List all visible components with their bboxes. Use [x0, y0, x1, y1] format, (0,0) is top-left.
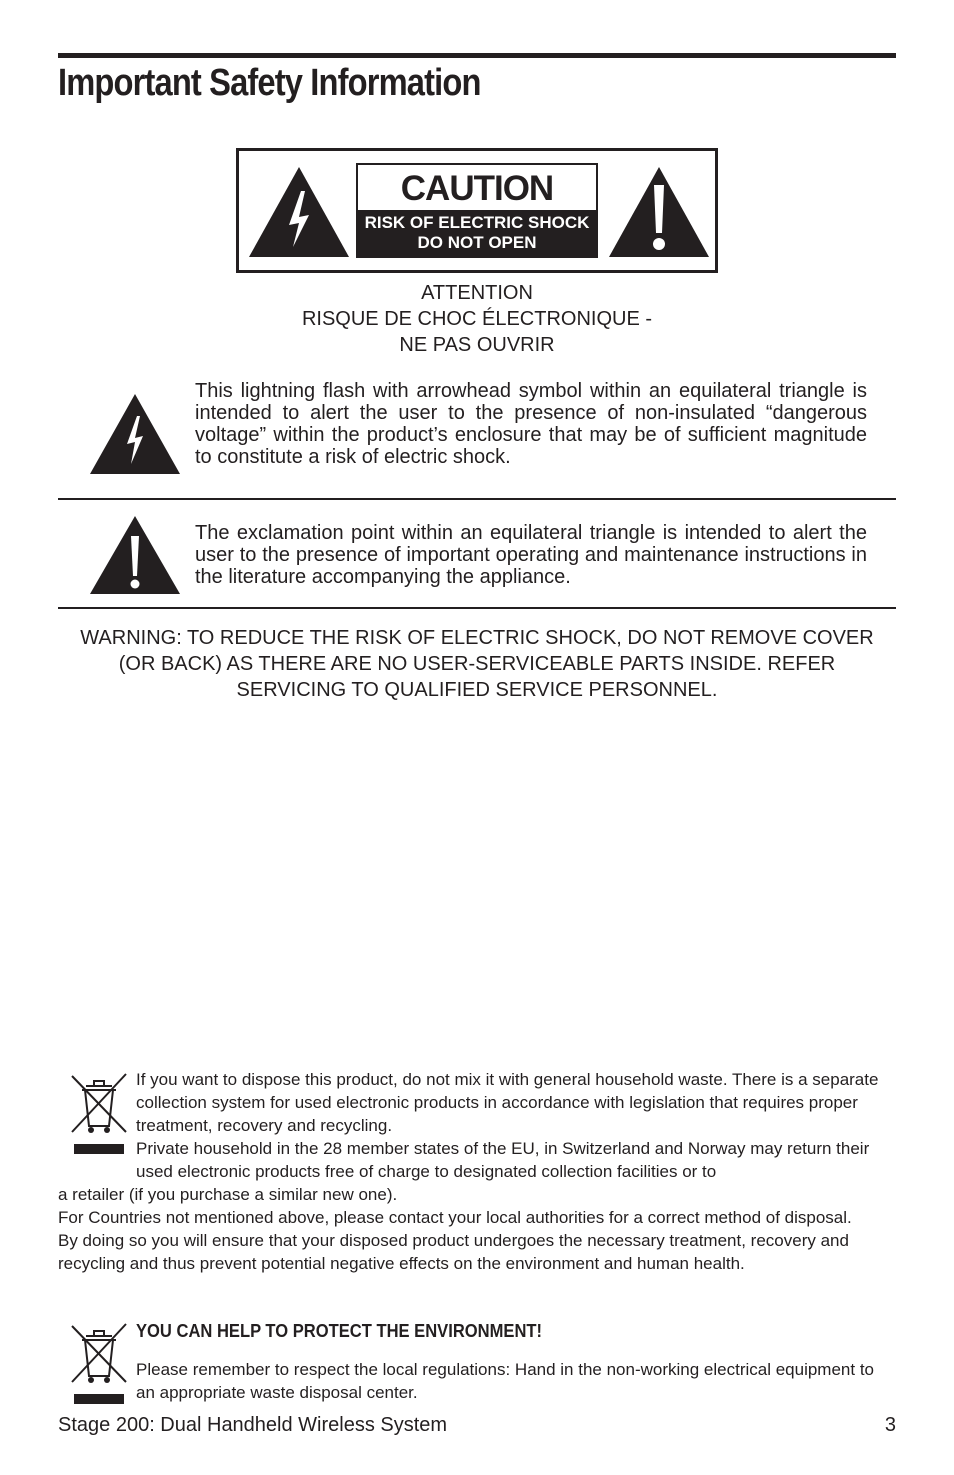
lightning-warning-icon	[247, 163, 351, 259]
environment-text: Please remember to respect the local regulations: Hand in the non-working electrical equipment to an appropriate waste disposal center.	[136, 1360, 875, 1402]
caution-line-1: RISK OF ELECTRIC SHOCK	[364, 213, 590, 232]
lightning-symbol-row	[58, 378, 896, 488]
footer-page-number: 3	[884, 1414, 896, 1436]
disposal-paragraph-2: Private household in the 28 member states of the EU, in Switzerland and Norway may return their used electronic products free of charge to designated collection facilities or to	[136, 1139, 870, 1181]
exclamation-symbol-row	[58, 510, 896, 600]
caution-band	[358, 210, 596, 256]
caution-label	[236, 148, 718, 273]
crossed-bin-icon	[68, 1320, 130, 1406]
french-notice	[236, 280, 718, 358]
footer-product-name: Stage 200: Dual Handheld Wireless System	[58, 1414, 448, 1436]
environment-heading: YOU CAN HELP TO PROTECT THE ENVIRONMENT!	[136, 1321, 543, 1341]
warning-line-3: SERVICING TO QUALIFIED SERVICE PERSONNEL.	[236, 679, 718, 701]
caution-box	[356, 163, 598, 258]
exclamation-triangle-icon	[88, 514, 182, 596]
warning-line-1: WARNING: TO REDUCE THE RISK OF ELECTRIC SHOCK, DO NOT REMOVE COVER	[80, 627, 874, 649]
caution-line-2: DO NOT OPEN	[417, 233, 537, 252]
caution-heading: CAUTION	[400, 169, 554, 208]
warning-line-2: (OR BACK) AS THERE ARE NO USER-SERVICEABLE PARTS INSIDE. REFER	[118, 653, 836, 675]
disposal-paragraph-4: By doing so you will ensure that your disposed product undergoes the necessary treatment, recovery and recycling and thus prevent potential negative effects on the environment and human health.	[58, 1231, 849, 1273]
french-line-2: RISQUE DE CHOC ÉLECTRONIQUE -	[301, 308, 653, 330]
divider	[58, 498, 896, 500]
lightning-description: This lightning flash with arrowhead symbol within an equilateral triangle is intended to alert the user to the presence of non-insulated “dangerous voltage” within the product’s enclosure that may be of sufficient magnitude to constitute a risk of electric shock.	[195, 380, 867, 468]
french-line-3: NE PAS OUVRIR	[399, 334, 555, 356]
exclamation-description: The exclamation point within an equilateral triangle is intended to alert the user to the presence of important operating and maintenance instructions in the literature accompanying the appliance.	[195, 522, 867, 588]
french-line-1: ATTENTION	[421, 282, 533, 304]
exclamation-warning-icon	[607, 163, 711, 259]
top-rule	[58, 53, 896, 58]
page-title: Important Safety Information	[58, 62, 481, 104]
disposal-paragraph-2-cont: a retailer (if you purchase a similar new one).	[58, 1185, 398, 1204]
lightning-triangle-icon	[88, 392, 182, 476]
disposal-paragraph-1: If you want to dispose this product, do not mix it with general household waste. There is a separate collection system for used electronic products in accordance with legislation that requires proper treatment, recovery and recycling.	[136, 1070, 879, 1135]
warning-notice	[58, 625, 896, 703]
disposal-paragraph-3: For Countries not mentioned above, please contact your local authorities for a correct method of disposal.	[58, 1208, 852, 1227]
divider	[58, 607, 896, 609]
disposal-text	[58, 1068, 896, 1275]
